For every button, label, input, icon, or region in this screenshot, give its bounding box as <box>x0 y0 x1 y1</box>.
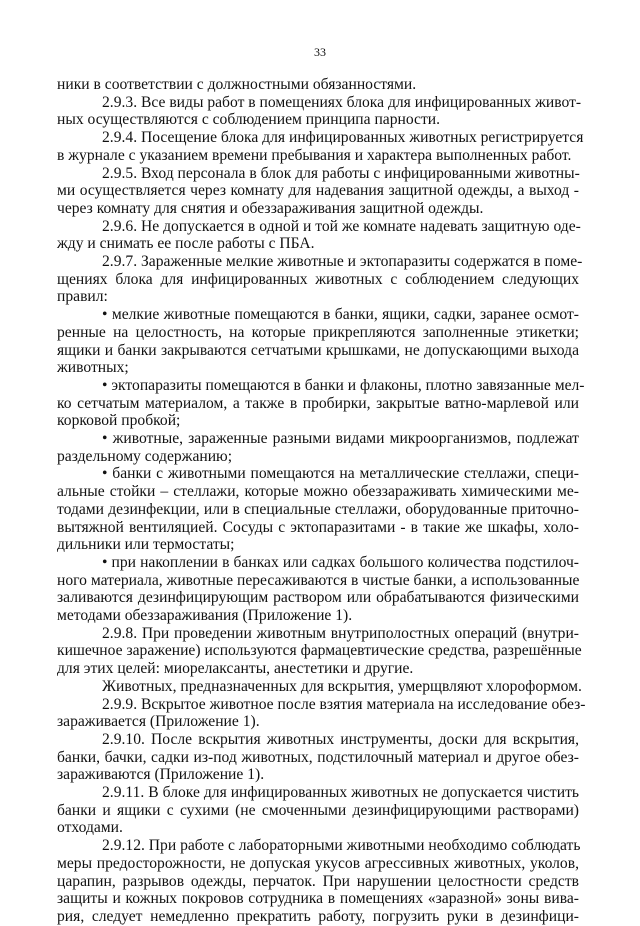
text-line: жду и снимать ее после работы с ПБА. <box>57 235 315 253</box>
text-line: заливаются дезинфицирующим раствором или обрабатываются физическими <box>57 589 579 607</box>
text-line: меры предосторожности, не допуская укусов агрессивных животных, уколов, <box>57 854 579 872</box>
text-line: корковой пробкой; <box>57 412 181 430</box>
text-line: 2.9.11. В блоке для инфицированных животных не допускается чистить <box>102 784 579 801</box>
text-line: ми осуществляется через комнату для надевания защитной одежды, а выход - <box>57 182 579 200</box>
text-line: щениях блока для инфицированных животных с соблюдением следующих <box>57 270 579 288</box>
text-line: в журнале с указанием времени пребывания и характера выполненных работ. <box>57 146 572 164</box>
text-line: ного материала, животные пересаживаются в чистые банки, а использованные <box>57 571 580 589</box>
text-line: банки и ящики с сухими (не смоченными дезинфицирующими растворами) <box>57 801 579 819</box>
text-line: раздельному содержанию; <box>57 447 233 465</box>
text-line: тодами дезинфекции, или в специальные стеллажи, оборудованные приточно- <box>57 500 579 518</box>
text-line: зараживается (Приложение 1). <box>57 713 260 731</box>
text-line: ники в соответствии с должностными обязанностями. <box>57 76 417 93</box>
text-line: 2.9.9. Вскрытое животное после взятия материала на исследование обез- <box>102 695 586 713</box>
text-line: альные стойки – стеллажи, которые можно обеззараживать химическими ме- <box>57 483 579 501</box>
text-line: для этих целей: миорелаксанты, анестетики и другие. <box>57 660 414 678</box>
text-line: вытяжной вентиляцией. Сосуды с эктопаразитами - в такие же шкафы, холо- <box>57 518 579 536</box>
text-line: банки, бачки, садки из-под животных, подстилочный материал и другое обез- <box>57 748 579 766</box>
text-line: ренные на целостность, на которые прикрепляются заполненные этикетки; <box>57 323 579 341</box>
text-line: кишечное заражение) используются фармацевтические средства, разрешённые <box>57 642 582 660</box>
text-line: царапин, разрывов одежды, перчаток. При нарушении целостности средств <box>57 872 579 890</box>
text-line: ных осуществляются с соблюдением принципа парности. <box>57 111 441 129</box>
page-number: 33 <box>314 45 326 59</box>
text-line: Животных, предназначенных для вскрытия, умерщвляют хлороформом. <box>102 677 582 695</box>
text-line: • при накоплении в банках или садках большого количества подстилоч- <box>102 553 579 571</box>
text-line: 2.9.5. Вход персонала в блок для работы с инфицированными животны- <box>102 164 580 182</box>
text-line: рия, следует немедленно прекратить работу, погрузить руки в дезинфици- <box>57 907 579 925</box>
text-line: правил: <box>57 288 108 306</box>
text-line: 2.9.12. При работе с лабораторными животными необходимо соблюдать <box>102 837 581 855</box>
text-line: 2.9.6. Не допускается в одной и той же комнате надевать защитную оде- <box>102 217 581 235</box>
text-line: 2.9.4. Посещение блока для инфицированных животных регистрируется <box>102 129 584 147</box>
text-line: защиты и кожных покровов сотрудника в помещениях «заразной» зоны вива- <box>57 890 579 908</box>
text-line: • животные, зараженные разными видами микроорганизмов, подлежат <box>102 430 579 447</box>
text-line: ящики и банки закрываются сетчатыми крышками, не допускающими выхода <box>57 341 579 359</box>
text-line: методами обеззараживания (Приложение 1). <box>57 607 353 624</box>
text-line: • банки с животными помещаются на металлические стеллажи, специ- <box>102 465 579 483</box>
text-line: 2.9.7. Зараженные мелкие животные и эктопаразиты содержатся в поме- <box>102 253 583 270</box>
text-line: 2.9.8. При проведении животным внутриполостных операций (внутри- <box>102 624 579 642</box>
text-line: • мелкие животные помещаются в банки, ящики, садки, заранее осмот- <box>102 306 579 324</box>
text-line: дильники или термостаты; <box>57 536 235 554</box>
text-line: через комнату для снятия и обеззараживания защитной одежды. <box>57 199 484 217</box>
text-line: отходами. <box>57 819 123 837</box>
text-line: зараживаются (Приложение 1). <box>57 766 265 784</box>
text-line: животных; <box>57 359 129 377</box>
text-line: 2.9.10. После вскрытия животных инструменты, доски для вскрытия, <box>102 730 579 748</box>
text-line: • эктопаразиты помещаются в банки и флаконы, плотно завязанные мел- <box>102 376 585 394</box>
text-line: ко сетчатым материалом, а также в пробирки, закрытые ватно-марлевой или <box>57 394 579 412</box>
text-line: 2.9.3. Все виды работ в помещениях блока для инфицированных живот- <box>102 93 582 111</box>
